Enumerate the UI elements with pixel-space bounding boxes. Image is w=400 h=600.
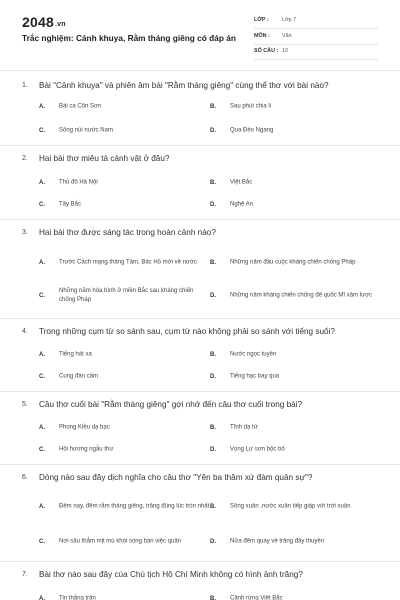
option-text: Sông núi nước Nam [59,127,113,134]
question-5 [22,401,382,461]
option-text: Thủ đô Hà Nội [59,179,98,186]
site-logo[interactable] [22,14,66,30]
option-letter: D. [210,447,216,453]
option-text: Những năm đầu cuộc kháng chiến chống Pháp [230,259,356,266]
option-letter: B. [210,425,216,431]
option-text: Cảnh rừng Việt Bắc [230,595,283,600]
option-letter: B. [210,352,216,358]
question-number: 1. [22,82,28,89]
option-text: Hồi hương ngẫu thư [59,446,114,453]
option-c[interactable] [39,439,209,461]
question-divider [0,318,400,319]
option-text: Bài ca Côn Sơn [59,103,102,110]
option-letter: D. [210,374,216,380]
meta-class-row [254,13,378,29]
option-letter: B. [210,180,216,186]
option-text: Nửa đêm quay về trăng đầy thuyền [230,538,325,545]
question-4 [22,328,382,388]
option-text: Tiếng hát xa [59,351,92,358]
logo-suffix: .vn [54,21,66,28]
question-divider [0,145,400,146]
meta-subject-value: Văn [282,33,292,39]
question-text: Bài thơ nào sau đây của Chủ tịch Hồ Chí Minh không có hình ảnh trăng? [39,571,303,579]
meta-subject-row [254,29,378,45]
header-divider [0,70,400,71]
option-letter: C. [39,293,45,299]
option-letter: A. [39,260,45,266]
question-text: Dòng nào sau đây dịch nghĩa cho câu thơ "Yên ba thâm xứ đàm quân sự"? [39,473,313,482]
option-text: Tiếng hạc bay qua [230,373,280,380]
quiz-title: Trắc nghiệm: Cảnh khuya, Rằm tháng giêng có đáp án [22,33,236,43]
option-letter: A. [39,104,45,110]
option-letter: A. [39,596,45,600]
option-a[interactable] [39,96,209,118]
question-text: Bài "Cảnh khuya" và phiên âm bài "Rằm tháng giêng" cùng thể thơ với bài nào? [39,81,329,90]
question-divider [0,391,400,392]
option-text: Sau phút chia li [230,103,272,110]
option-text: Vọng Lư sơn bộc bố [230,446,285,453]
option-c[interactable] [39,285,209,307]
option-letter: B. [210,260,216,266]
option-a[interactable] [39,344,209,366]
option-text: Nghệ An [230,201,254,208]
logo-text: 2048 [22,14,54,30]
option-a[interactable] [39,417,209,439]
meta-class-value: Lớp 7 [282,17,297,23]
question-7 [22,571,382,600]
option-letter: A. [39,425,45,431]
question-divider [0,219,400,220]
option-text: Qua Đèo Ngang [230,127,274,134]
option-text: Việt Bắc [230,179,253,186]
option-text: Tây Bắc [59,201,82,208]
option-letter: C. [39,128,45,134]
question-number: 5. [22,401,28,408]
option-letter: C. [39,374,45,380]
option-letter: D. [210,293,216,299]
question-1 [22,82,382,142]
option-b[interactable] [210,172,380,194]
meta-class-label: LỚP : [254,17,269,23]
option-letter: B. [210,596,216,600]
question-text: Trong những cụm từ so sánh sau, cụm từ nào không phải so sánh với tiếng suối? [39,327,335,336]
option-letter: B. [210,104,216,110]
meta-count-row [254,44,378,60]
meta-subject-label: MÔN : [254,33,270,39]
option-letter: D. [210,539,216,545]
question-number: 6. [22,474,28,481]
option-letter: D. [210,128,216,134]
option-b[interactable] [210,588,380,600]
option-a[interactable] [39,172,209,194]
option-text: Sông xuân ,nước xuân tiếp giáp với trời xuân [230,503,351,510]
option-text: Đêm nay, đêm rằm tháng giêng, trăng đúng lúc tròn nhất [59,503,210,510]
question-text: Câu thơ cuối bài "Rằm tháng giêng" gợi nhớ đến câu thơ cuối trong bài? [39,400,303,409]
option-a[interactable] [39,252,209,274]
question-6 [22,474,382,558]
option-d[interactable] [210,120,380,142]
option-text: Trước Cách mạng tháng Tám, Bác Hồ mới về nước [59,259,197,266]
option-c[interactable] [39,194,209,216]
option-text: Nước ngọc tuyền [230,351,277,358]
option-b[interactable] [210,96,380,118]
option-text: Nơi sâu thẳm mịt mù khói sóng bàn việc quân [59,538,181,545]
option-c[interactable] [39,531,209,553]
option-d[interactable] [210,285,380,307]
option-b[interactable] [210,496,380,518]
option-text: Cung đàn cầm [59,373,99,380]
option-letter: C. [39,202,45,208]
question-number: 4. [22,328,28,335]
option-d[interactable] [210,366,380,388]
option-letter: C. [39,539,45,545]
option-text: Tin thắng trận [59,595,96,600]
option-letter: A. [39,504,45,510]
page-header [0,0,400,72]
option-a[interactable] [39,588,209,600]
option-d[interactable] [210,531,380,553]
question-3 [22,229,382,309]
option-letter: A. [39,180,45,186]
option-letter: D. [210,202,216,208]
option-text: Tĩnh dạ tứ [230,424,258,431]
option-a[interactable] [39,496,209,518]
option-d[interactable] [210,439,380,461]
option-text: Phong Kiều dạ bạc [59,424,110,431]
option-c[interactable] [39,120,209,142]
question-divider [0,464,400,465]
option-c[interactable] [39,366,209,388]
option-b[interactable] [210,344,380,366]
option-d[interactable] [210,194,380,216]
option-letter: B. [210,504,216,510]
question-2 [22,155,382,215]
option-text: Những năm hòa bình ở miền Bắc sau kháng chiến chống Pháp [59,288,194,303]
question-number: 3. [22,229,28,236]
question-text: Hai bài thơ miêu tả cảnh vật ở đâu? [39,154,170,163]
question-divider [0,561,400,562]
option-letter: C. [39,447,45,453]
question-text: Hai bài thơ được sáng tác trong hoàn cảnh nào? [39,228,216,237]
meta-count-label: SỐ CÂU : [254,48,279,54]
question-number: 2. [22,155,28,162]
meta-count-value: 10 [282,48,288,54]
question-number: 7. [22,571,28,578]
option-b[interactable] [210,252,380,274]
option-text: Những năm kháng chiến chống đế quốc Mĩ xâm lược [230,292,373,299]
option-b[interactable] [210,417,380,439]
option-letter: A. [39,352,45,358]
